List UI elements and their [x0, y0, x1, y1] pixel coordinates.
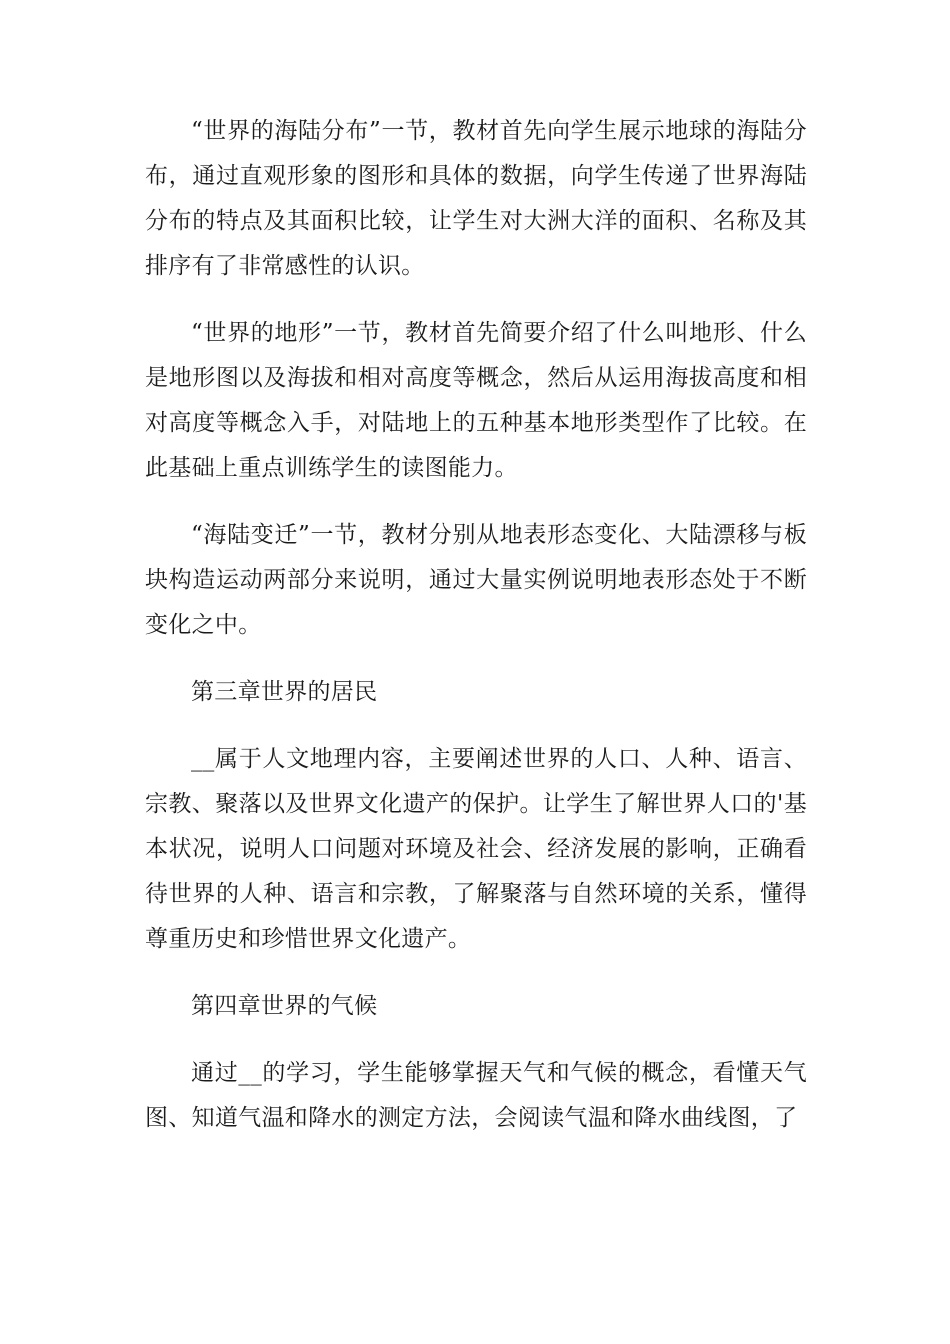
chapter-heading-climate: 第四章世界的气候: [191, 993, 378, 1019]
paragraph-human-geography: __属于人文地理内容，主要阐述世界的人口、人种、语言、宗教、聚落以及世界文化遗产的保护。让学生了解世界人口的'基本状况，说明人口问题对环境及社会、经济发展的影响，正确看待世界的人种、语言和宗教，了解聚落与自然环境的关系，懂得尊重历史和珍惜世界文化遗产。: [145, 746, 807, 952]
paragraph-sea-land-distribution: “世界的海陆分布”一节，教材首先向学生展示地球的海陆分布，通过直观形象的图形和具体的数据，向学生传递了世界海陆分布的特点及其面积比较，让学生对大洲大洋的面积、名称及其排序有了非常感性的认识。: [145, 118, 807, 279]
paragraph-world-landforms: “世界的地形”一节，教材首先简要介绍了什么叫地形、什么是地形图以及海拔和相对高度等概念，然后从运用海拔高度和相对高度等概念入手，对陆地上的五种基本地形类型作了比较。在此基础上重点训练学生的读图能力。: [145, 320, 807, 481]
document-body: [145, 109, 807, 1163]
paragraph-climate-study: 通过__的学习，学生能够掌握天气和气候的概念，看懂天气图、知道气温和降水的测定方法，会阅读气温和降水曲线图，了: [145, 1060, 807, 1131]
paragraph-sea-land-changes: “海陆变迁”一节，教材分别从地表形态变化、大陆漂移与板块构造运动两部分来说明，通过大量实例说明地表形态处于不断变化之中。: [145, 522, 807, 638]
chapter-heading-residents: 第三章世界的居民: [191, 679, 378, 705]
